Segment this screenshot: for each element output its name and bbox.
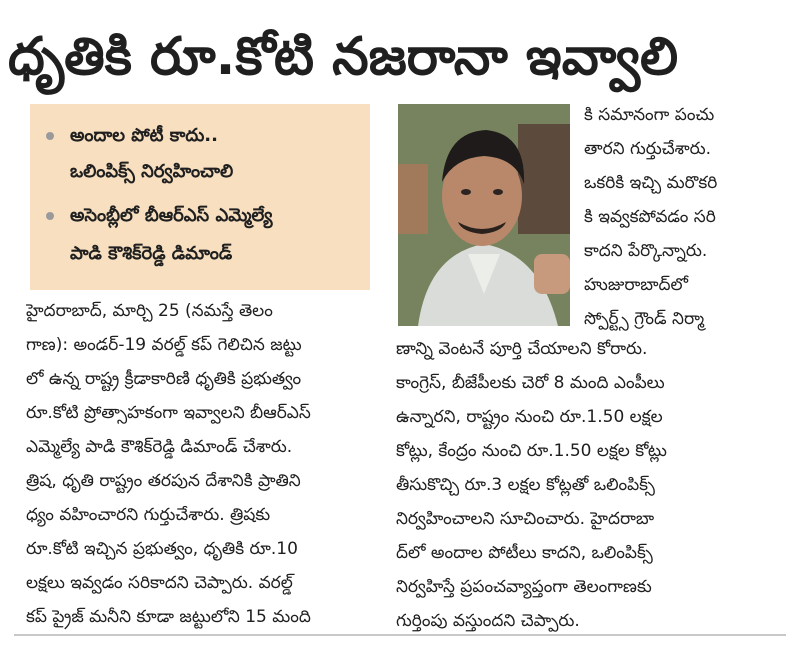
- highlight-line: పాడి కౌశిక్‌రెడ్డి డిమాండ్: [70, 243, 233, 264]
- text-line: ఒకరికి ఇచ్చి మరొకరి: [584, 173, 718, 193]
- text-line: నిర్వహించాలని సూచించారు. హైదరాబా: [396, 509, 655, 529]
- text-line: ఉన్నారని, రాష్ట్రం నుంచి రూ.1.50 లక్షల: [396, 407, 663, 427]
- highlight-line: అందాల పోటీ కాదు..: [70, 125, 218, 146]
- text-line: లక్షలు ఇవ్వడం సరికాదని చెప్పారు. వరల్డ్: [26, 573, 293, 593]
- text-line: గుర్తింపు వస్తుందని చెప్పారు.: [396, 611, 580, 631]
- text-line: కాంగ్రెస్, బీజేపీలకు చెరో 8 మంది ఎంపీలు: [396, 373, 665, 393]
- text-line: లో ఉన్న రాష్ట్ర క్రీడాకారిణి ధృతికి ప్రభుత్వం: [26, 369, 302, 389]
- highlight-line: అసెంబ్లీలో బీఆర్‌ఎస్ ఎమ్మెల్యే: [70, 205, 273, 226]
- bullet-icon: [46, 132, 54, 140]
- politician-photo: [398, 104, 570, 326]
- text-line: హుజురాబాద్‌లో: [584, 275, 688, 295]
- headline: ధృతికి రూ.కోటి నజరానా ఇవ్వాలి: [8, 27, 679, 87]
- text-line: కి ఇవ్వకపోవడం సరి: [584, 207, 716, 227]
- text-line: రూ.కోటి ప్రోత్సాహకంగా ఇవ్వాలని బీఆర్‌ఎస్: [26, 403, 311, 423]
- text-line: ధ్యం వహించారని గుర్తుచేశారు. త్రిషకు: [26, 505, 271, 525]
- text-line: ఎమ్మెల్యే పాడి కౌశిక్‌రెడ్డి డిమాండ్ చేశారు.: [26, 437, 293, 457]
- column-right-top: [584, 98, 717, 336]
- text-line: కి సమానంగా పంచు: [584, 105, 715, 125]
- text-line: స్పోర్ట్స్ గ్రౌండ్ నిర్మా: [584, 309, 705, 329]
- text-line: త్రిష, ధృతి రాష్ట్రం తరపున దేశానికి ప్రాతిని: [26, 471, 301, 491]
- column-right-bottom: [396, 332, 667, 638]
- highlight-box: [30, 104, 370, 290]
- text-line: నిర్వహిస్తే ప్రపంచవ్యాప్తంగా తెలంగాణకు: [396, 577, 652, 597]
- text-line: హైదరాబాద్, మార్చి 25 (నమస్తే తెలం: [26, 301, 273, 321]
- bullet-icon: [46, 212, 54, 220]
- column-left: [26, 294, 311, 634]
- highlight-line: ఒలింపిక్స్ నిర్వహించాలి: [70, 161, 234, 182]
- text-line: గాణ): అండర్-19 వరల్డ్ కప్ గెలిచిన జట్టు: [26, 335, 302, 355]
- text-line: కోట్లు, కేంద్రం నుంచి రూ.1.50 లక్షల కోట్లు: [396, 441, 667, 461]
- bottom-divider: [14, 634, 786, 636]
- text-line: కాదని పేర్కొన్నారు.: [584, 241, 708, 261]
- text-line: తారని గుర్తుచేశారు.: [584, 139, 712, 159]
- text-line: ణాన్ని వెంటనే పూర్తి చేయాలని కోరారు.: [396, 339, 648, 359]
- text-line: తీసుకొచ్చి రూ.3 లక్షల కోట్లతో ఒలింపిక్స్: [396, 475, 655, 495]
- text-line: కప్ ప్రైజ్ మనీని కూడా జట్టులోని 15 మంది: [26, 607, 311, 627]
- text-line: రూ.కోటి ఇచ్చిన ప్రభుత్వం, ధృతికి రూ.10: [26, 539, 298, 559]
- text-line: ద్‌లో అందాల పోటీలు కాదని, ఒలింపిక్స్: [396, 543, 653, 563]
